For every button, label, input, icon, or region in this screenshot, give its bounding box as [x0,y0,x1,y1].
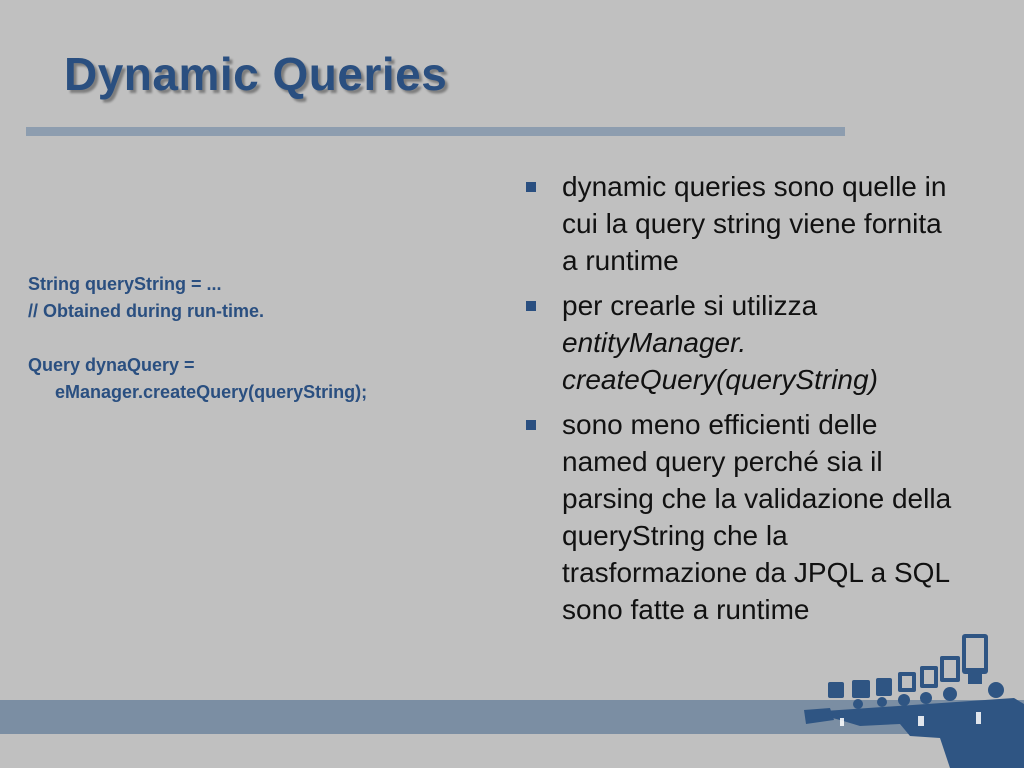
square-bullet-icon [526,420,536,430]
bullet-text: sono meno efficienti delle named query perché sia il parsing che la validazione della queryString che la trasformazione da JPQL a SQL sono fatte a runtime [562,409,952,625]
bullet-text: per crearle si utilizza [562,290,818,321]
code-line: // Obtained during run-time. [28,301,264,321]
bullet-list [522,168,962,636]
code-line: Query dynaQuery = [28,355,195,375]
title-divider [26,127,845,136]
bullet-text: dynamic queries sono quelle in cui la query string viene fornita a runtime [562,171,947,276]
slide-title: Dynamic Queries [64,48,448,100]
square-bullet-icon [526,182,536,192]
code-line-blank [28,325,498,352]
square-bullet-icon [526,301,536,311]
bullet-code-italic: entityManager. [562,327,747,358]
office-workers-illustration [800,628,1024,768]
bullet-item [522,168,962,279]
bullet-code-italic: createQuery(queryString) [562,364,878,395]
bullet-item [522,406,962,628]
bullet-item [522,287,962,398]
code-line: String queryString = ... [28,274,222,294]
code-block [28,271,498,406]
code-line: eManager.createQuery(queryString); [55,382,368,402]
